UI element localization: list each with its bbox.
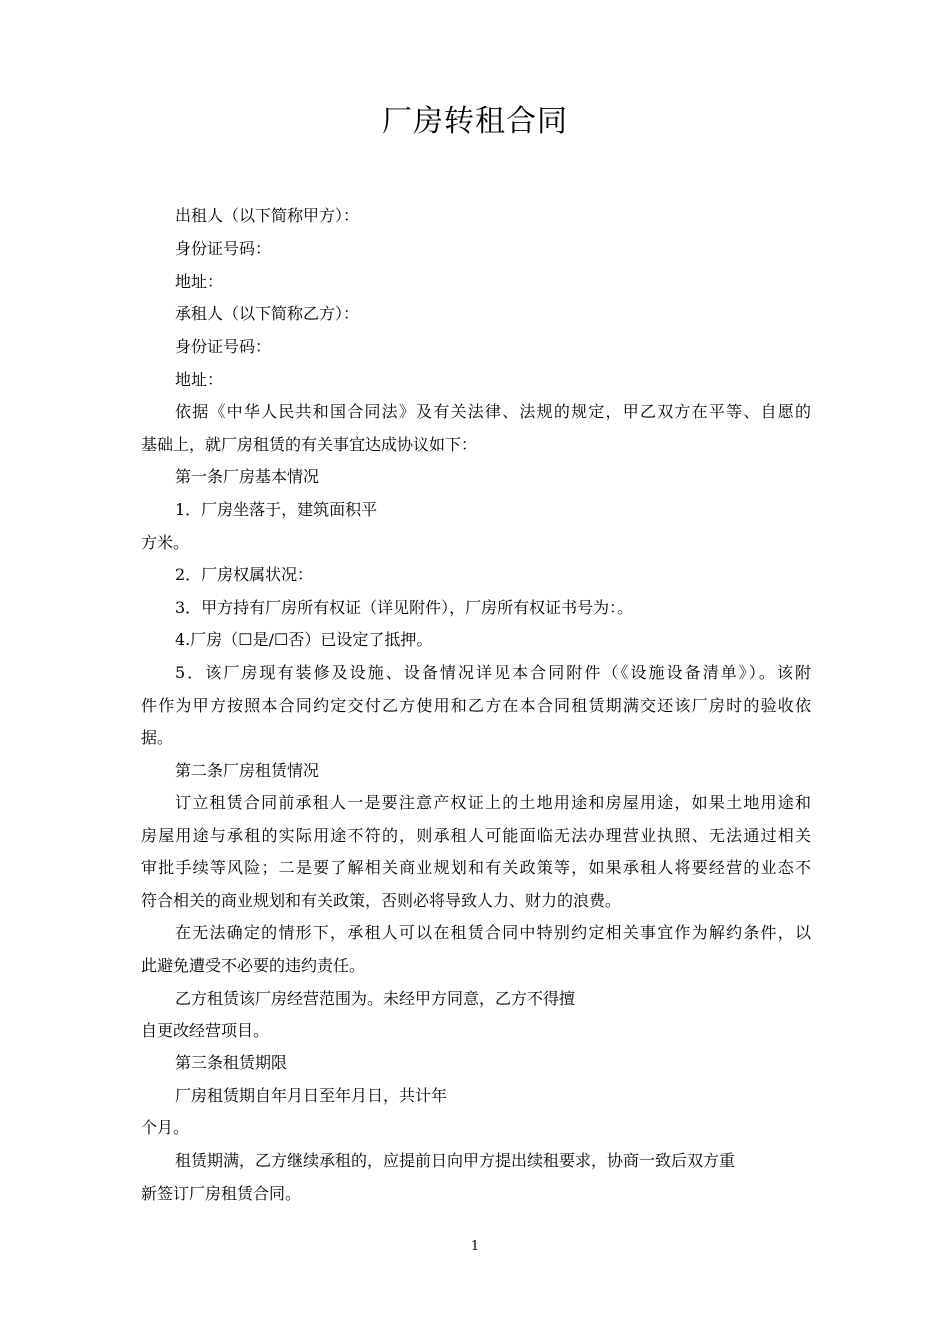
paragraph-line: 2．厂房权属状况： — [175, 565, 314, 584]
paragraph-line: 件作为甲方按照本合同约定交付乙方使用和乙方在本合同租赁期满交还该厂房时的验收依 — [141, 696, 811, 715]
paragraph-line: 订立租赁合同前承租人一是要注意产权证上的土地用途和房屋用途，如果土地用途和 — [175, 793, 811, 812]
paragraph-line: 新签订厂房租赁合同。 — [141, 1184, 302, 1203]
paragraph-line: 依据《中华人民共和国合同法》及有关法律、法规的规定，甲乙双方在平等、自愿的 — [175, 402, 811, 421]
paragraph-line: 乙方租赁该厂房经营范围为。未经甲方同意，乙方不得擅 — [175, 989, 576, 1008]
paragraph-line: 5．该厂房现有装修及设施、设备情况详见本合同附件（《设施设备清单》）。该附 — [175, 663, 811, 682]
lessee-line: 承租人（以下简称乙方）： — [175, 304, 360, 323]
section-heading: 第三条租赁期限 — [175, 1053, 288, 1072]
lessee-id-line: 身份证号码： — [175, 337, 272, 356]
paragraph-line: 自更改经营项目。 — [141, 1021, 270, 1040]
paragraph-line: 厂房租赁期自年月日至年月日，共计年 — [175, 1086, 448, 1105]
section-heading: 第二条厂房租赁情况 — [175, 761, 320, 780]
page-title: 厂房转租合同 — [382, 104, 568, 139]
section-heading: 第一条厂房基本情况 — [175, 467, 320, 486]
paragraph-line: 审批手续等风险；二是要了解相关商业规划和有关政策等，如果承租人将要经营的业态不 — [141, 858, 811, 877]
paragraph-line: 符合相关的商业规划和有关政策，否则必将导致人力、财力的浪费。 — [141, 891, 622, 910]
paragraph-line: 在无法确定的情形下，承租人可以在租赁合同中特别约定相关事宜作为解约条件，以 — [175, 923, 811, 942]
lessor-address-line: 地址： — [175, 272, 224, 291]
lessor-line: 出租人（以下简称甲方）： — [175, 206, 360, 225]
paragraph-line: 1．厂房坐落于，建筑面积平 — [175, 500, 378, 519]
lessee-address-line: 地址： — [175, 370, 224, 389]
paragraph-line: 房屋用途与承租的实际用途不符的，则承租人可能面临无法办理营业执照、无法通过相关 — [141, 826, 811, 845]
paragraph-line: 个月。 — [141, 1118, 190, 1137]
paragraph-line: 方米。 — [141, 533, 190, 552]
page-number: 1 — [470, 1239, 480, 1254]
paragraph-line: 基础上，就厂房租赁的有关事宜达成协议如下： — [141, 435, 478, 454]
paragraph-line: 此避免遭受不必要的违约责任。 — [141, 956, 366, 975]
paragraph-line: 据。 — [141, 728, 174, 747]
paragraph-line: 4.厂房（☐是/☐否）已设定了抵押。 — [175, 630, 433, 649]
lessor-id-line: 身份证号码： — [175, 239, 272, 258]
paragraph-line: 3．甲方持有厂房所有权证（详见附件），厂房所有权证书号为：。 — [175, 598, 634, 617]
paragraph-line: 租赁期满，乙方继续承租的，应提前日向甲方提出续租要求，协商一致后双方重 — [175, 1151, 736, 1170]
